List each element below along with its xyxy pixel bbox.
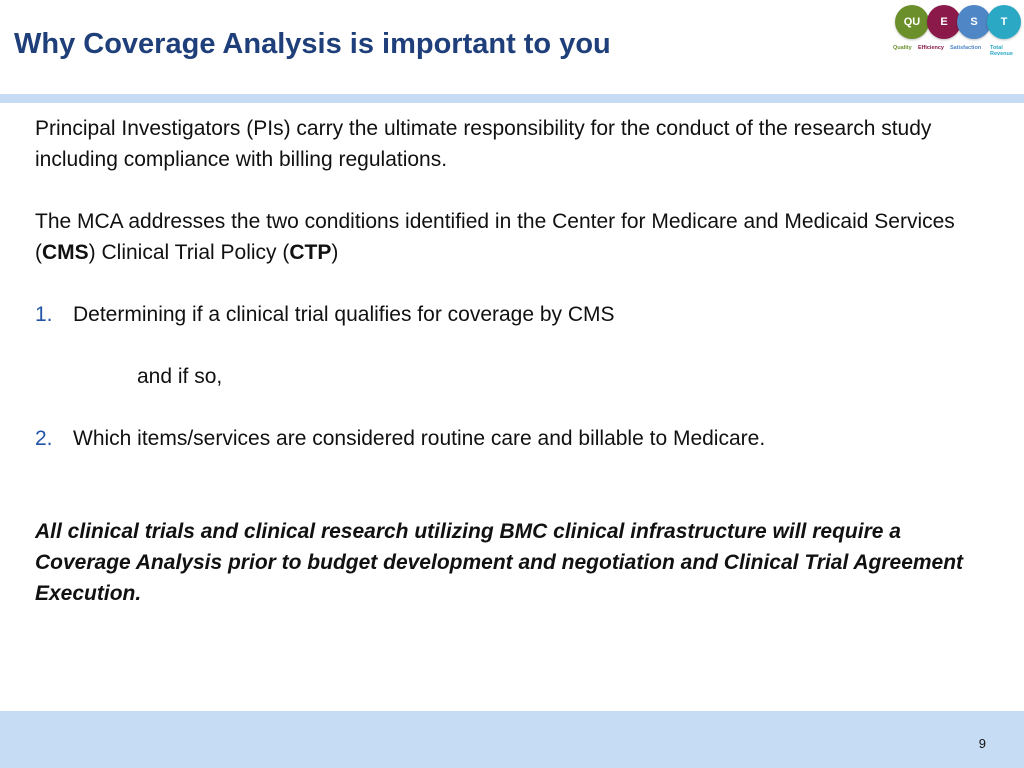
slide-title: Why Coverage Analysis is important to you xyxy=(14,28,611,60)
quest-logo xyxy=(893,5,1023,65)
logo-circle-s: S xyxy=(957,5,991,39)
paragraph-pi-responsibility: Principal Investigators (PIs) carry the ultimate responsibility for the conduct of the research study including compliance with billing regulations. xyxy=(35,117,932,171)
spacer xyxy=(35,175,975,206)
cms-acronym: CMS xyxy=(42,241,89,264)
ctp-acronym: CTP xyxy=(289,241,332,264)
list-number-1: 1. xyxy=(35,303,53,326)
mca-text-c: ) xyxy=(331,241,339,264)
mca-text-a: The MCA addresses the two conditions identified in the Center for Medicare and Medicaid Services ( xyxy=(35,210,955,264)
logo-caption-quality: Quality xyxy=(893,45,912,51)
logo-circle-e: E xyxy=(927,5,961,39)
list-number-2: 2. xyxy=(35,427,53,450)
list-item-1 xyxy=(35,299,975,330)
footer-band xyxy=(0,711,1024,768)
paragraph-mca xyxy=(35,206,975,268)
connector-text: and if so, xyxy=(137,365,223,388)
spacer xyxy=(35,454,975,485)
logo-caption-satisfaction: Satisfaction xyxy=(950,45,982,51)
mca-text-b: ) Clinical Trial Policy ( xyxy=(88,241,290,264)
list-text-1: Determining if a clinical trial qualifies for coverage by CMS xyxy=(73,303,615,326)
list-text-2: Which items/services are considered routine care and billable to Medicare. xyxy=(73,427,766,450)
list-item-2 xyxy=(35,423,975,454)
logo-caption-total: Total xyxy=(990,45,1003,51)
logo-caption-efficiency: Efficiency xyxy=(918,45,944,51)
page-number: 9 xyxy=(978,736,986,751)
spacer xyxy=(35,485,975,516)
slide-body xyxy=(35,113,975,609)
logo-circle-qu: QU xyxy=(895,5,929,39)
logo-circle-t: T xyxy=(987,5,1021,39)
logo-caption-revenue: Revenue xyxy=(990,51,1013,57)
header-rule xyxy=(0,94,1024,103)
spacer xyxy=(35,392,975,423)
spacer xyxy=(35,330,975,361)
emphasis-statement: All clinical trials and clinical research utilizing BMC clinical infrastructure will require a Coverage Analysis prior to budget development and negotiation and Clinical Trial Agreement Execution. xyxy=(35,520,964,605)
spacer xyxy=(35,268,975,299)
